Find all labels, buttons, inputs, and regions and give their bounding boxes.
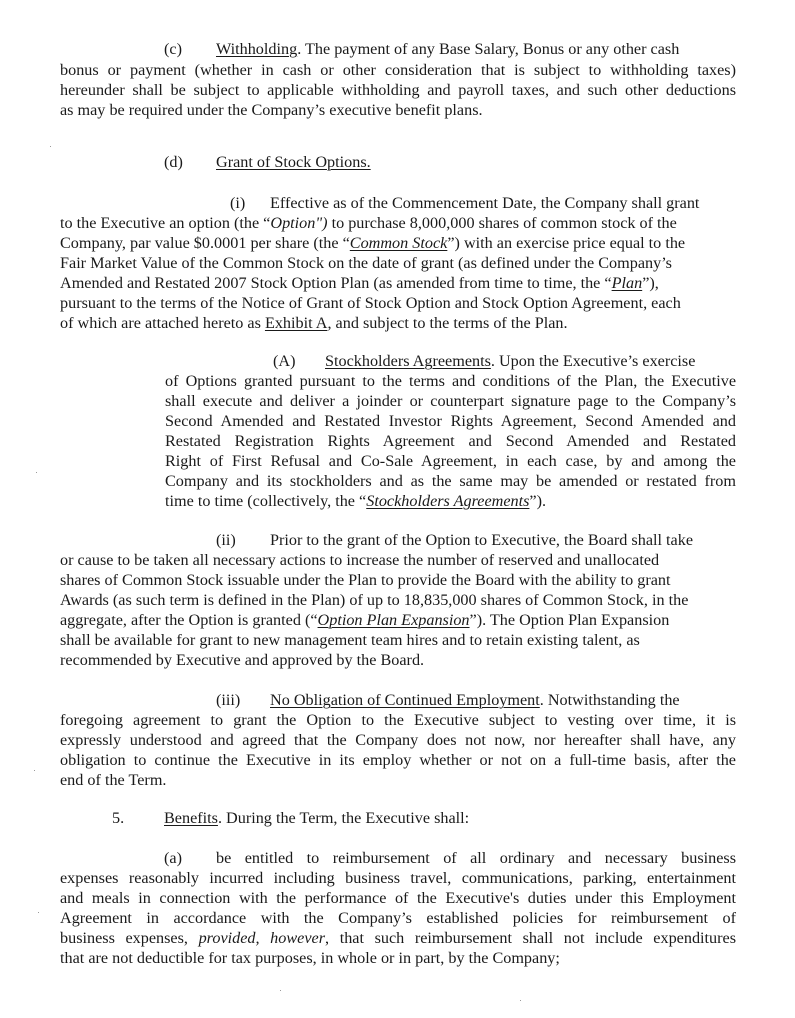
- section-d-label: (d): [164, 153, 183, 171]
- defined-term-stockholders-agreements: Stockholders Agreements: [366, 492, 530, 510]
- section-5-heading-line: [112, 808, 469, 828]
- text: Amended and Restated 2007 Stock Option Plan (as amended from time to time, the “: [60, 274, 612, 292]
- text: ”) with an exercise price equal to the: [447, 234, 686, 252]
- section-c-line-3: hereunder shall be subject to applicable withholding and payroll taxes, and such other deductions: [60, 81, 736, 99]
- section-d-i-line-3: [60, 233, 685, 253]
- text: to the Executive an option (the “: [60, 214, 271, 232]
- defined-term-option: Option"): [270, 214, 328, 232]
- defined-term-plan: Plan: [611, 274, 643, 292]
- scan-speck: [38, 912, 39, 913]
- section-5a-line-6: that are not deductible for tax purposes, in whole or in part, by the Company;: [60, 949, 560, 967]
- section-iii-label: (iii): [216, 691, 241, 709]
- defined-term-common-stock: Common Stock: [349, 234, 448, 252]
- section-d-i-label: (i): [230, 194, 246, 212]
- section-c-line-4: as may be required under the Company’s executive benefit plans.: [60, 101, 483, 119]
- section-c-heading: Withholding: [216, 40, 298, 58]
- text: Company, par value $0.0001 per share (the “: [60, 234, 350, 252]
- text: to purchase 8,000,000 shares of common stock of the: [327, 214, 677, 232]
- section-A-line-6: Right of First Refusal and Co-Sale Agreement, in each case, by and among the: [165, 452, 736, 470]
- scan-speck: [36, 472, 37, 473]
- section-ii-line-2: or cause to be taken all necessary actions to increase the number of reserved and unallocated: [60, 551, 660, 569]
- section-A-heading: Stockholders Agreements: [325, 352, 491, 370]
- text: business expenses,: [60, 929, 199, 947]
- section-ii-line-6: shall be available for grant to new management team hires and to retain existing talent, as: [60, 631, 640, 649]
- section-5a-label: (a): [164, 849, 182, 867]
- section-ii-line-5: [60, 610, 669, 630]
- text: ”). The Option Plan Expansion: [469, 611, 670, 629]
- section-5-heading: Benefits: [164, 809, 218, 827]
- text: ”).: [529, 492, 547, 510]
- section-ii-label: (ii): [216, 531, 236, 549]
- scan-speck: [280, 990, 281, 991]
- section-d-i-line-2: [60, 213, 677, 233]
- section-iii-heading: No Obligation of Continued Employment: [270, 691, 540, 709]
- section-c-line-2: bonus or payment (whether in cash or other consideration that is subject to withholding taxes): [60, 61, 736, 79]
- scan-speck: [520, 1000, 521, 1001]
- text: of which are attached hereto as: [60, 314, 265, 332]
- section-c-line-1: [164, 39, 679, 59]
- section-d-i-line-1: [230, 193, 699, 213]
- section-iii-line-2: foregoing agreement to grant the Option to the Executive subject to vesting over time, it is: [60, 711, 736, 729]
- section-A-label: (A): [273, 352, 296, 370]
- section-5a-line-3: and meals in connection with the performance of the Executive's duties under this Employment: [60, 889, 736, 907]
- scan-speck: [50, 146, 51, 147]
- section-d-i-line-6: pursuant to the terms of the Notice of Grant of Stock Option and Stock Option Agreement, each: [60, 294, 681, 312]
- text: ”),: [642, 274, 659, 292]
- defined-term-option-plan-expansion: Option Plan Expansion: [317, 611, 470, 629]
- text: , and subject to the terms of the Plan.: [327, 314, 568, 332]
- text: . Notwithstanding the: [539, 691, 680, 709]
- text: . Upon the Executive’s exercise: [490, 352, 696, 370]
- section-iii-line-3: expressly understood and agreed that the Company does not now, nor hereafter shall have, any: [60, 731, 736, 749]
- section-5a-line-5: [60, 928, 736, 948]
- text: time to time (collectively, the “: [165, 492, 367, 510]
- section-A-line-1: [273, 351, 695, 371]
- section-A-line-8: [165, 491, 546, 511]
- section-A-line-3: shall execute and deliver a joinder or counterpart signature page to the Company’s: [165, 392, 736, 410]
- text: Prior to the grant of the Option to Executive, the Board shall take: [270, 531, 694, 549]
- section-A-line-4: Second Amended and Restated Investor Rights Agreement, Second Amended and: [165, 412, 736, 430]
- section-d-i-line-4: Fair Market Value of the Common Stock on the date of grant (as defined under the Company’s: [60, 254, 672, 272]
- text: . During the Term, the Executive shall:: [217, 809, 470, 827]
- section-5a-line-1: [164, 848, 736, 868]
- text: , that such reimbursement shall not include expenditures: [325, 929, 737, 947]
- text: Effective as of the Commencement Date, the Company shall grant: [270, 194, 700, 212]
- section-5-label: 5.: [112, 809, 125, 827]
- section-5a-line-4: Agreement in accordance with the Company’s established policies for reimbursement of: [60, 909, 736, 927]
- section-d-i-line-7: [60, 313, 568, 333]
- section-d-heading: Grant of Stock Options.: [216, 153, 371, 171]
- section-ii-line-7: recommended by Executive and approved by the Board.: [60, 651, 425, 669]
- section-iii-line-1: [216, 690, 680, 710]
- text: be entitled to reimbursement of all ordinary and necessary business: [216, 849, 736, 867]
- section-d-heading-line: [164, 152, 371, 172]
- section-d-i-line-5: [60, 273, 659, 293]
- section-iii-line-4: obligation to continue the Executive in its employ whether or not on a full-time basis, after the: [60, 751, 736, 769]
- section-A-line-7: Company and its stockholders and as the same may be amended or restated from: [165, 472, 736, 490]
- section-ii-line-1: [216, 530, 693, 550]
- section-ii-line-4: Awards (as such term is defined in the Plan) of up to 18,835,000 shares of Common Stock, in the: [60, 591, 689, 609]
- section-5a-line-2: expenses reasonably incurred including business travel, communications, parking, entertainment: [60, 869, 736, 887]
- exhibit-a-reference: Exhibit A: [264, 314, 328, 332]
- proviso-italic: provided, however: [198, 929, 326, 947]
- text: . The payment of any Base Salary, Bonus or any other cash: [297, 40, 680, 58]
- section-c-label: (c): [164, 40, 182, 58]
- scan-speck: [34, 770, 35, 771]
- section-A-line-5: Restated Registration Rights Agreement and Second Amended and Restated: [165, 432, 736, 450]
- section-iii-line-5: end of the Term.: [60, 771, 167, 789]
- text: aggregate, after the Option is granted (“: [60, 611, 318, 629]
- section-A-line-2: of Options granted pursuant to the terms and conditions of the Plan, the Executive: [165, 372, 736, 390]
- section-ii-line-3: shares of Common Stock issuable under the Plan to provide the Board with the ability to grant: [60, 571, 671, 589]
